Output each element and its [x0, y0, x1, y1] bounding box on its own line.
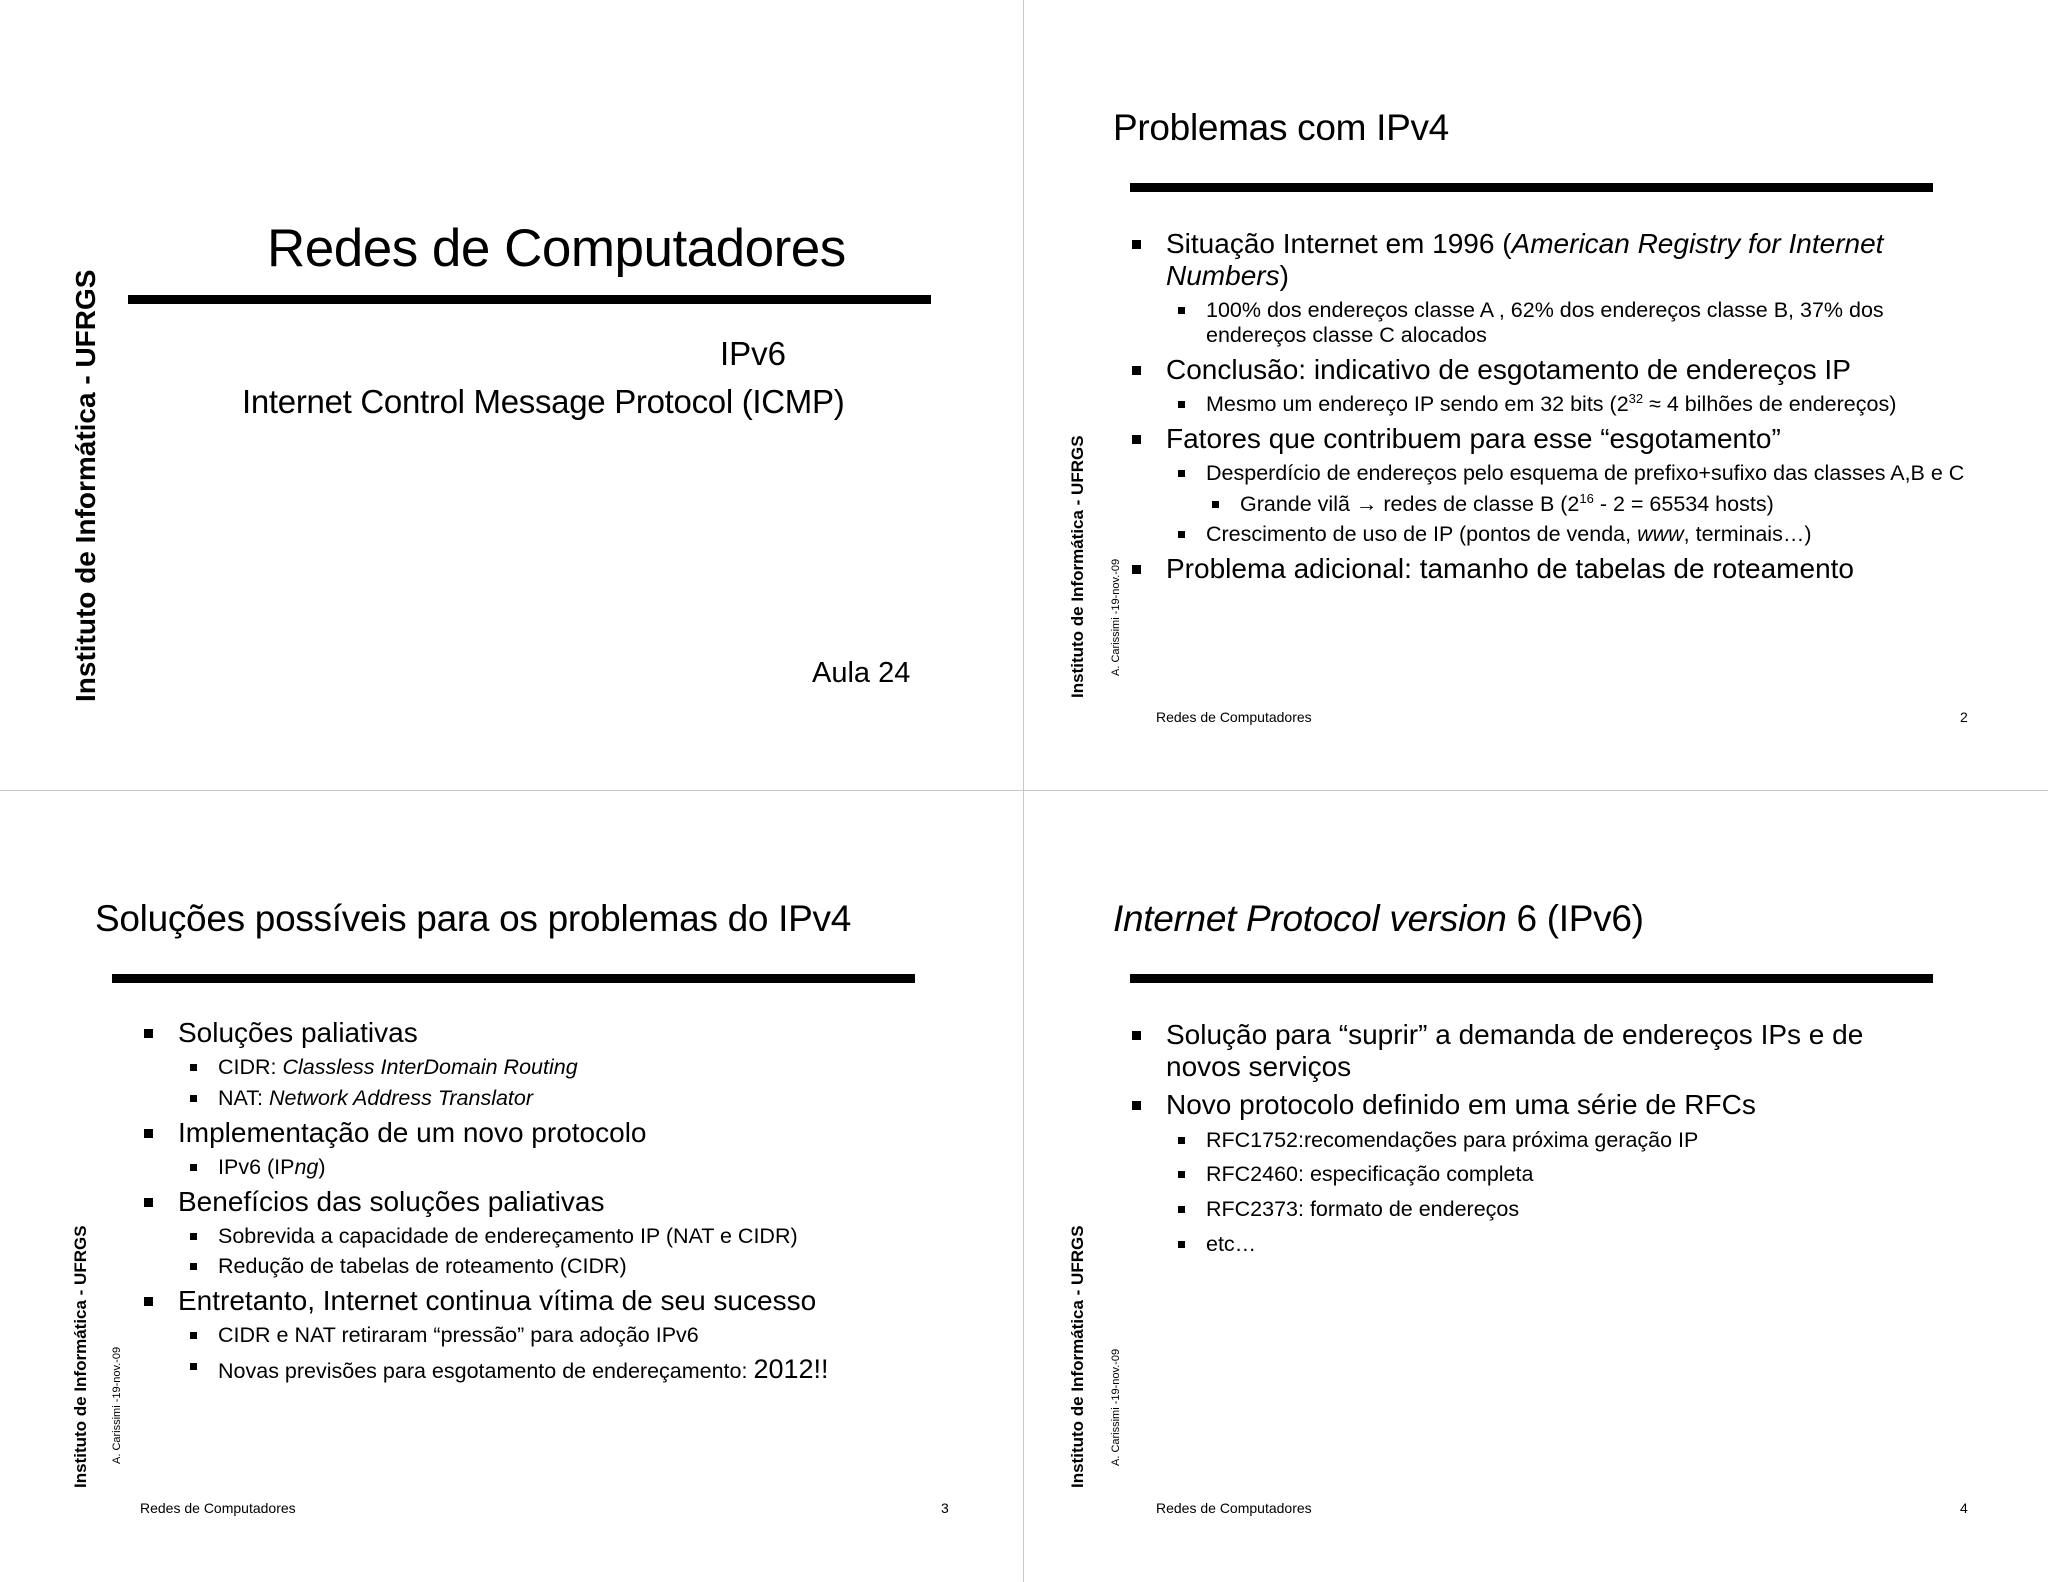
sub-bullet: Crescimento de uso de IP (pontos de venda, www, terminais…) — [1128, 522, 1988, 547]
subtitle-ipv6: IPv6 — [720, 335, 787, 372]
sub-bullet: NAT: Network Address Translator — [140, 1086, 1000, 1111]
slide-title: Soluções possíveis para os problemas do IPv4 — [95, 898, 851, 939]
institute-side-label: Instituto de Informática - UFRGS — [70, 269, 101, 702]
sub-bullet: RFC2460: especificação completa — [1128, 1162, 1888, 1187]
sub-bullet: RFC1752:recomendações para próxima geração IP — [1128, 1128, 1888, 1153]
sub-bullet: Novas previsões para esgotamento de endereçamento: 2012!! — [140, 1354, 1000, 1385]
sub-bullet: etc… — [1128, 1232, 1888, 1257]
sub-bullet: IPv6 (IPng) — [140, 1155, 1000, 1180]
footer-text: Redes de Computadores — [1156, 709, 1312, 725]
author-date-label: A. Carissimi -19-nov.-09 — [1110, 1348, 1122, 1466]
sub-bullet: Sobrevida a capacidade de endereçamento IP (NAT e CIDR) — [140, 1224, 1000, 1249]
sub-sub-bullet: Grande vilã → redes de classe B ($2^{16} - 2 = 65534$ hosts) — [1128, 492, 1988, 517]
institute-side-label: Instituto de Informática - UFRGS — [1068, 1225, 1087, 1488]
bullet: Situação Internet em 1996 (American Registry for Internet Numbers) — [1128, 228, 1988, 292]
page-number: 3 — [941, 1500, 949, 1516]
sub-bullet: CIDR: Classless InterDomain Routing — [140, 1055, 1000, 1080]
sub-bullet: CIDR e NAT retiraram “pressão” para adoção IPv6 — [140, 1323, 1000, 1348]
slide-body — [1128, 228, 1988, 591]
slide-2 — [1024, 0, 2048, 791]
title-rule — [128, 295, 931, 304]
bullet: Solução para “suprir” a demanda de endereços IPs e de novos serviços — [1128, 1019, 1866, 1083]
lecture-number: Aula 24 — [812, 657, 911, 689]
bullet: Implementação de um novo protocolo — [140, 1117, 1000, 1149]
slide-body — [1128, 1019, 1888, 1262]
bullet: Soluções paliativas — [140, 1017, 1000, 1049]
sub-bullet: RFC2373: formato de endereços — [1128, 1197, 1888, 1222]
institute-side-label: Instituto de Informática - UFRGS — [71, 1225, 90, 1488]
sub-bullet: 100% dos endereços classe A , 62% dos endereços classe B, 37% dos endereços classe C alocados — [1128, 298, 1906, 347]
bullet: Entretanto, Internet continua vítima de seu sucesso — [140, 1285, 1000, 1317]
slide-title: Problemas com IPv4 — [1113, 107, 1449, 148]
title-rule — [112, 974, 915, 983]
slide-4 — [1024, 791, 2048, 1582]
sub-bullet: Mesmo um endereço IP sendo em 32 bits ($2^{32} \approx 4$ bilhões de endereços) — [1128, 392, 1988, 417]
slide-1 — [0, 0, 1024, 791]
sub-bullet: Desperdício de endereços pelo esquema de prefixo+sufixo das classes A,B e C — [1128, 461, 1988, 486]
sub-bullet: Redução de tabelas de roteamento (CIDR) — [140, 1254, 1000, 1279]
title-rule — [1130, 974, 1933, 983]
page-number: 2 — [1960, 709, 1968, 725]
slide-title: Internet Protocol version 6 (IPv6) — [1113, 898, 1644, 939]
bullet: Problema adicional: tamanho de tabelas de roteamento — [1128, 553, 1988, 585]
page-number: 4 — [1960, 1500, 1968, 1516]
bullet: Benefícios das soluções paliativas — [140, 1186, 1000, 1218]
bullet: Fatores que contribuem para esse “esgotamento” — [1128, 423, 1988, 455]
bullet: Novo protocolo definido em uma série de RFCs — [1128, 1089, 1888, 1121]
footer-text: Redes de Computadores — [1156, 1500, 1312, 1516]
institute-side-label: Instituto de Informática - UFRGS — [1068, 435, 1087, 698]
title-rule — [1130, 183, 1933, 192]
slide-body — [140, 1017, 1000, 1391]
subtitle-icmp: Internet Control Message Protocol (ICMP) — [242, 383, 845, 420]
bullet: Conclusão: indicativo de esgotamento de endereços IP — [1128, 354, 1988, 386]
author-date-label: A. Carissimi -19-nov.-09 — [111, 1346, 123, 1464]
footer-text: Redes de Computadores — [140, 1500, 296, 1516]
author-date-label: A. Carissimi -19-nov.-09 — [1110, 558, 1122, 676]
slide-3 — [0, 791, 1024, 1582]
presentation-title: Redes de Computadores — [267, 219, 846, 278]
